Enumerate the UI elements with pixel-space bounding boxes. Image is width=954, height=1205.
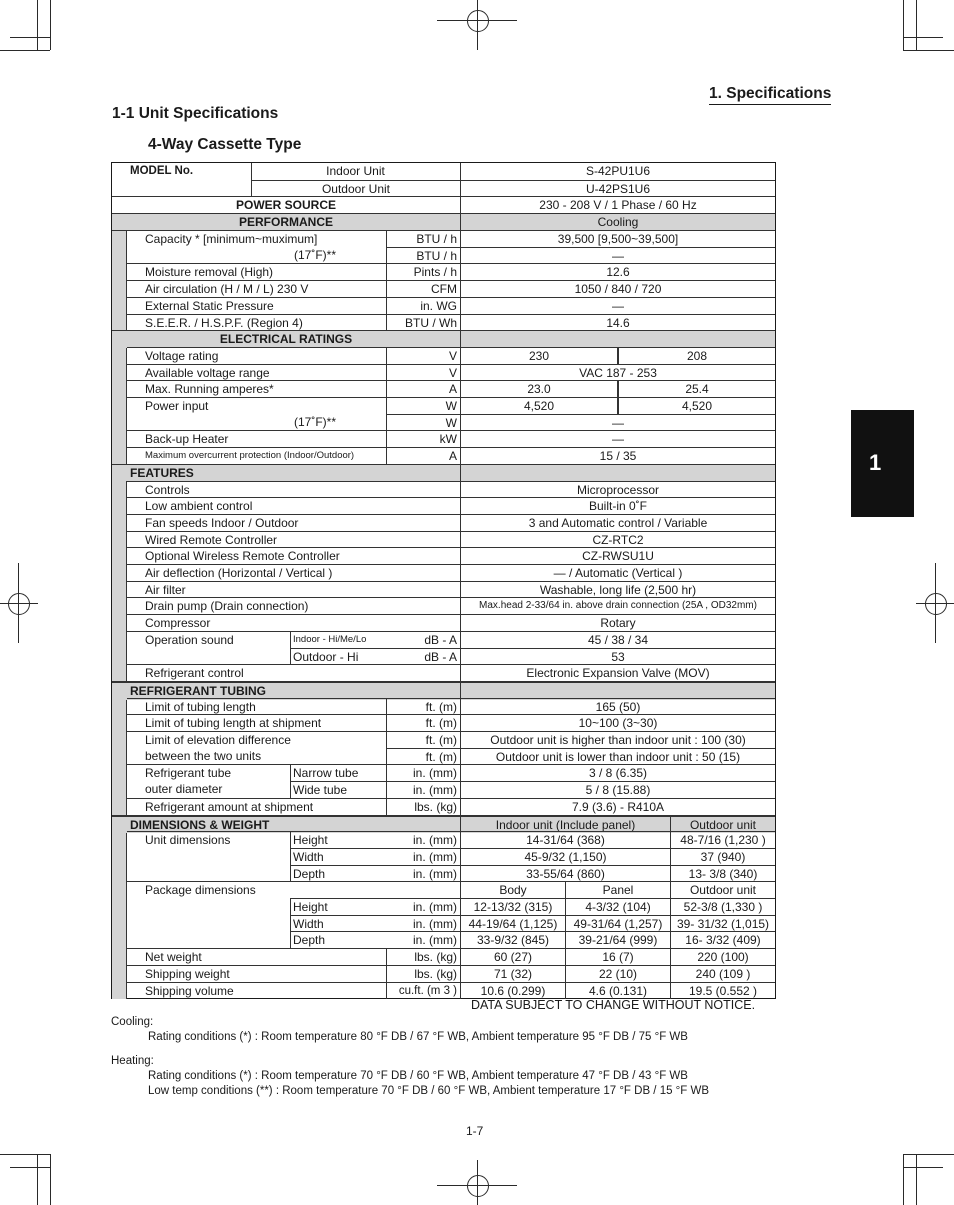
heating-conditions-rating: Rating conditions (*) : Room temperature 70 °F DB / 60 °F WB, Ambient temperature 47 °F DB / 43 °F WB <box>148 1070 688 1082</box>
esp-unit: in. WG <box>386 298 460 315</box>
compressor-label: Compressor <box>145 616 211 631</box>
page-title: 1-1 Unit Specifications <box>112 105 279 122</box>
pkg-depth-panel: 39-21/64 (999) <box>565 931 670 948</box>
capacity-value: 39,500 [9,500~39,500] <box>460 231 775 248</box>
elevation-label-2: between the two units <box>145 748 262 763</box>
amperes-unit: A <box>386 381 460 398</box>
table-row <box>127 931 775 948</box>
shipping-volume-label: Shipping volume <box>145 983 234 998</box>
disclaimer: DATA SUBJECT TO CHANGE WITHOUT NOTICE. <box>471 998 756 1012</box>
pkg-width-unit: in. (mm) <box>386 915 460 932</box>
wireless-remote-label: Optional Wireless Remote Controller <box>145 549 340 564</box>
esp-value: — <box>460 298 775 315</box>
heater-label: Back-up Heater <box>145 432 229 447</box>
table-row <box>127 347 775 365</box>
unit-width-outdoor: 37 (940) <box>670 848 775 865</box>
pkg-depth-label: Depth <box>290 931 386 948</box>
col-outdoor-unit-2: Outdoor unit <box>670 882 775 899</box>
pkg-height-outdoor: 52-3/8 (1,330 ) <box>670 898 775 915</box>
compressor-value: Rotary <box>460 615 775 632</box>
shipping-volume-panel: 4.6 (0.131) <box>565 983 670 1000</box>
refrigerant-control-value: Electronic Expansion Valve (MOV) <box>460 665 775 682</box>
indoor-model: S-42PU1U6 <box>460 163 775 180</box>
table-row <box>127 748 775 765</box>
col-outdoor-unit: Outdoor unit <box>670 817 775 834</box>
unit-depth-indoor: 33-55/64 (860) <box>460 865 670 882</box>
power-input-230: 4,520 <box>460 398 617 415</box>
shipping-volume-outdoor: 19.5 (0.552 ) <box>670 983 775 1000</box>
power-source-value: 230 - 208 V / 1 Phase / 60 Hz <box>460 197 775 214</box>
tubing-shipment-value: 10~100 (3~30) <box>460 715 775 732</box>
amperes-label: Max. Running amperes* <box>145 382 274 397</box>
wired-remote-value: CZ-RTC2 <box>460 532 775 549</box>
air-circulation-value: 1050 / 840 / 720 <box>460 281 775 298</box>
fan-speeds-value: 3 and Automatic control / Variable <box>460 515 775 532</box>
shipping-weight-label: Shipping weight <box>145 966 230 981</box>
capacity-label: Capacity * [minimum~muximum] <box>145 232 318 246</box>
spec-table <box>111 162 776 999</box>
wired-remote-label: Wired Remote Controller <box>145 532 278 547</box>
sidebar-dimensions <box>112 831 127 999</box>
air-circulation-label: Air circulation (H / M / L) 230 V <box>145 282 309 297</box>
table-row <box>127 798 775 816</box>
pkg-height-body: 12-13/32 (315) <box>460 898 565 915</box>
refrigerant-amount-label: Refrigerant amount at shipment <box>145 799 314 814</box>
unit-height-label: Height <box>290 832 386 849</box>
sound-indoor-value: 45 / 38 / 34 <box>460 632 775 649</box>
tubing-length-value: 165 (50) <box>460 699 775 716</box>
unit-width-unit: in. (mm) <box>386 848 460 865</box>
avail-voltage-value: VAC 187 - 253 <box>460 365 775 382</box>
table-row <box>127 564 775 582</box>
overcurrent-unit: A <box>386 448 460 465</box>
table-row <box>127 614 775 632</box>
pkg-depth-body: 33-9/32 (845) <box>460 931 565 948</box>
col-body: Body <box>460 882 565 899</box>
pkg-height-panel: 4-3/32 (104) <box>565 898 670 915</box>
seer-unit: BTU / Wh <box>386 315 460 332</box>
voltage-230: 230 <box>460 348 617 365</box>
unit-height-indoor: 14-31/64 (368) <box>460 832 670 849</box>
power-input-17f-value: — <box>460 414 775 431</box>
table-row <box>127 547 775 565</box>
elevation-value-1: Outdoor unit is higher than indoor unit : 100 (30) <box>460 732 775 749</box>
shipping-weight-outdoor: 240 (109 ) <box>670 966 775 983</box>
page-number: 1-7 <box>466 1124 484 1138</box>
outdoor-model: U-42PS1U6 <box>460 180 775 197</box>
table-row <box>127 397 775 415</box>
net-weight-label: Net weight <box>145 950 202 965</box>
table-row <box>127 430 775 448</box>
table-row <box>127 364 775 382</box>
elevation-unit-2: ft. (m) <box>386 748 460 765</box>
table-row <box>127 481 775 499</box>
chapter-tab-number: 1 <box>869 450 882 475</box>
wide-tube-unit: in. (mm) <box>386 781 460 798</box>
wide-tube-label: Wide tube <box>290 781 386 798</box>
table-row <box>127 764 775 782</box>
air-circulation-unit: CFM <box>386 281 460 298</box>
drain-pump-label: Drain pump (Drain connection) <box>145 599 309 614</box>
heating-conditions-low-temp: Low temp conditions (**) : Room temperature 70 °F DB / 60 °F WB, Ambient temperature 17 °F DB / 15 °F WB <box>148 1085 710 1097</box>
moisture-value: 12.6 <box>460 264 775 281</box>
table-row <box>127 982 775 1000</box>
esp-label: External Static Pressure <box>145 298 274 313</box>
table-row <box>127 380 775 398</box>
performance-header: PERFORMANCE <box>112 214 460 231</box>
col-panel: Panel <box>565 882 670 899</box>
sound-outdoor-value: 53 <box>460 648 775 665</box>
power-source-label: POWER SOURCE <box>235 198 336 213</box>
sound-indoor-unit: dB - A <box>424 632 457 647</box>
sidebar-features <box>112 481 127 681</box>
features-header: FEATURES <box>112 465 460 482</box>
seer-value: 14.6 <box>460 315 775 332</box>
pkg-width-body: 44-19/64 (1,125) <box>460 915 565 932</box>
cooling-conditions: Rating conditions (*) : Room temperature 80 °F DB / 67 °F WB, Ambient temperature 95 °F DB / 75 °F WB <box>148 1031 688 1043</box>
cooling-heading: Cooling: <box>111 1016 154 1028</box>
air-filter-value: Washable, long life (2,500 hr) <box>460 582 775 599</box>
elevation-value-2: Outdoor unit is lower than indoor unit : 50 (15) <box>460 748 775 765</box>
table-row <box>127 948 775 966</box>
indoor-unit-label: Indoor Unit <box>326 164 385 178</box>
sound-outdoor-label: Outdoor - Hi <box>290 648 386 665</box>
table-row <box>127 531 775 549</box>
pkg-height-label: Height <box>290 898 386 915</box>
shipping-weight-body: 71 (32) <box>460 966 565 983</box>
controls-label: Controls <box>145 482 190 497</box>
col-indoor-unit: Indoor unit (Include panel) <box>460 817 670 834</box>
air-deflection-value: — / Automatic (Vertical ) <box>460 565 775 582</box>
table-row <box>112 196 775 214</box>
table-row <box>127 263 775 281</box>
voltage-unit: V <box>386 348 460 365</box>
pkg-width-label: Width <box>290 915 386 932</box>
unit-height-outdoor: 48-7/16 (1,230 ) <box>670 832 775 849</box>
narrow-tube-value: 3 / 8 (6.35) <box>460 765 775 782</box>
overcurrent-value: 15 / 35 <box>460 448 775 465</box>
drain-pump-value: Max.head 2-33/64 in. above drain connection (25A , OD32mm) <box>460 598 775 615</box>
amperes-208: 25.4 <box>617 381 775 398</box>
tubing-length-label: Limit of tubing length <box>145 699 256 714</box>
overcurrent-label: Maximum overcurrent protection (Indoor/Outdoor) <box>145 450 355 462</box>
capacity-17f-value: — <box>460 247 775 264</box>
unit-depth-unit: in. (mm) <box>386 865 460 882</box>
heating-heading: Heating: <box>111 1055 154 1067</box>
power-input-unit: W <box>386 398 460 415</box>
shipping-weight-panel: 22 (10) <box>565 966 670 983</box>
unit-dimensions-label: Unit dimensions <box>145 833 231 848</box>
pkg-depth-unit: in. (mm) <box>386 931 460 948</box>
table-row <box>127 781 775 798</box>
low-ambient-value: Built-in 0˚F <box>460 498 775 515</box>
refrigerant-tube-label: Refrigerant tube <box>145 766 232 781</box>
fan-speeds-label: Fan speeds Indoor / Outdoor <box>145 515 299 530</box>
net-weight-outdoor: 220 (100) <box>670 949 775 966</box>
table-row <box>112 247 775 264</box>
table-row <box>127 831 775 849</box>
package-dimensions-label: Package dimensions <box>145 883 256 898</box>
unit-width-indoor: 45-9/32 (1,150) <box>460 848 670 865</box>
elevation-label-1: Limit of elevation difference <box>145 733 291 747</box>
pkg-height-unit: in. (mm) <box>386 898 460 915</box>
table-row <box>127 881 775 899</box>
narrow-tube-unit: in. (mm) <box>386 765 460 782</box>
table-row <box>127 597 775 615</box>
capacity-unit: BTU / h <box>386 231 460 248</box>
pkg-width-outdoor: 39- 31/32 (1,015) <box>670 915 775 932</box>
table-row <box>127 714 775 732</box>
table-row <box>127 297 775 315</box>
moisture-label: Moisture removal (High) <box>145 265 274 280</box>
capacity-17f-label: (17˚F)** <box>294 247 337 262</box>
table-row <box>127 447 775 465</box>
pkg-width-panel: 49-31/64 (1,257) <box>565 915 670 932</box>
unit-depth-outdoor: 13- 3/8 (340) <box>670 865 775 882</box>
model-label: MODEL No. <box>130 165 194 177</box>
capacity-17f-unit: BTU / h <box>386 247 460 264</box>
shipping-volume-unit: cu.ft. (m 3 ) <box>386 983 460 1000</box>
table-row <box>127 631 775 649</box>
table-row <box>112 330 775 348</box>
outdoor-unit-label: Outdoor Unit <box>251 180 460 197</box>
table-row <box>127 731 775 749</box>
refrigerant-amount-value: 7.9 (3.6) - R410A <box>460 799 775 816</box>
unit-height-unit: in. (mm) <box>413 833 457 848</box>
wide-tube-value: 5 / 8 (15.88) <box>460 781 775 798</box>
pkg-depth-outdoor: 16- 3/32 (409) <box>670 931 775 948</box>
table-row <box>112 213 775 231</box>
table-row <box>127 497 775 515</box>
table-row <box>127 581 775 599</box>
tubing-header: REFRIGERANT TUBING <box>112 683 460 700</box>
voltage-208: 208 <box>617 348 775 365</box>
refrigerant-control-label: Refrigerant control <box>145 666 244 681</box>
electrical-header: ELECTRICAL RATINGS <box>112 331 460 348</box>
table-row <box>127 648 775 665</box>
net-weight-body: 60 (27) <box>460 949 565 966</box>
sidebar-electrical <box>112 347 127 464</box>
seer-label: S.E.E.R. / H.S.P.F. (Region 4) <box>145 315 303 330</box>
sound-indoor-label: Indoor - Hi/Me/Lo <box>290 632 386 649</box>
avail-voltage-unit: V <box>386 365 460 382</box>
net-weight-panel: 16 (7) <box>565 949 670 966</box>
power-input-17f-unit: W <box>386 414 460 431</box>
section-heading: 1. Specifications <box>709 85 831 105</box>
page-subtitle: 4-Way Cassette Type <box>148 136 302 153</box>
table-row <box>112 230 775 248</box>
heater-value: — <box>460 431 775 448</box>
unit-depth-label: Depth <box>290 865 386 882</box>
table-row <box>127 280 775 298</box>
shipping-volume-body: 10.6 (0.299) <box>460 983 565 1000</box>
air-deflection-label: Air deflection (Horizontal / Vertical ) <box>145 566 333 580</box>
narrow-tube-label: Narrow tube <box>290 765 386 782</box>
sound-outdoor-unit: dB - A <box>386 648 460 665</box>
outer-diameter-label: outer diameter <box>145 782 223 797</box>
sidebar-tubing <box>112 698 127 815</box>
table-row <box>127 664 775 682</box>
unit-width-label: Width <box>290 848 386 865</box>
chapter-tab <box>851 410 914 517</box>
refrigerant-amount-unit: lbs. (kg) <box>386 799 460 816</box>
moisture-unit: Pints / h <box>386 264 460 281</box>
table-row <box>112 180 775 197</box>
operation-sound-label: Operation sound <box>145 632 234 647</box>
low-ambient-label: Low ambient control <box>145 499 253 514</box>
elevation-unit-1: ft. (m) <box>386 732 460 749</box>
avail-voltage-label: Available voltage range <box>145 365 270 380</box>
power-input-17f-label: (17˚F)** <box>294 414 337 429</box>
power-input-208: 4,520 <box>617 398 775 415</box>
tubing-shipment-label: Limit of tubing length at shipment <box>145 716 322 731</box>
table-row <box>112 464 775 482</box>
amperes-230: 23.0 <box>460 381 617 398</box>
controls-value: Microprocessor <box>460 482 775 499</box>
table-row <box>127 865 775 882</box>
wireless-remote-value: CZ-RWSU1U <box>460 548 775 565</box>
air-filter-label: Air filter <box>145 582 186 597</box>
table-row <box>127 965 775 983</box>
table-row <box>127 898 775 915</box>
performance-mode: Cooling <box>460 214 775 231</box>
tubing-shipment-unit: ft. (m) <box>386 715 460 732</box>
shipping-weight-unit: lbs. (kg) <box>386 966 460 983</box>
table-row <box>127 414 775 431</box>
table-row <box>127 848 775 865</box>
heater-unit: kW <box>386 431 460 448</box>
table-row <box>127 514 775 532</box>
dimensions-header: DIMENSIONS & WEIGHT <box>112 817 460 834</box>
table-row <box>127 314 775 332</box>
voltage-label: Voltage rating <box>145 348 219 363</box>
table-row <box>112 163 775 180</box>
table-row <box>127 915 775 932</box>
power-input-label: Power input <box>145 399 209 413</box>
tubing-length-unit: ft. (m) <box>386 699 460 716</box>
net-weight-unit: lbs. (kg) <box>386 949 460 966</box>
table-row <box>127 698 775 716</box>
